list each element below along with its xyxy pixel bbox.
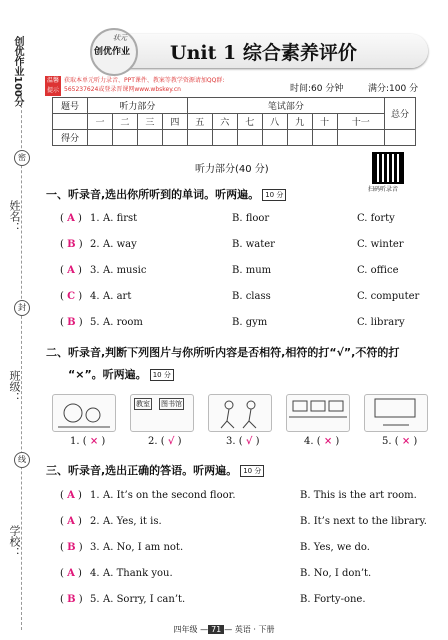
th-written: 笔试部分: [187, 98, 384, 114]
answer-paren[interactable]: ( A ): [60, 568, 82, 579]
promo-line-2: 565237624或登录晋课网www.wbskey.cn: [64, 86, 181, 93]
q2-answer[interactable]: 4. ( × ): [304, 436, 340, 447]
full-score: 满分:100 分: [368, 84, 419, 94]
q2-answer[interactable]: 3. ( √ ): [226, 436, 260, 447]
answer-mark: B: [67, 239, 76, 250]
judge-mark: ×: [401, 436, 411, 447]
score-cell[interactable]: [162, 130, 187, 146]
col-num: 一: [88, 114, 113, 130]
option-b: B. No, I don’t.: [300, 568, 372, 579]
q3-points: 10 分: [240, 465, 264, 477]
item-number: 3.: [90, 542, 100, 553]
q3-title: [46, 462, 264, 478]
answer-paren[interactable]: ( B ): [60, 317, 83, 328]
option-a: A. room: [103, 317, 143, 328]
q1-points: 10 分: [262, 189, 286, 201]
pic-2-sign-library: 图书馆: [161, 400, 182, 408]
col-num: 十一: [337, 114, 384, 130]
score-cell[interactable]: [312, 130, 337, 146]
footer-subject: 英语 · 下册: [234, 625, 275, 634]
answer-mark: B: [67, 594, 76, 605]
option-b: B. Yes, we do.: [300, 542, 370, 553]
answer-mark: A: [67, 568, 75, 579]
option-b: B. It’s next to the library.: [300, 516, 427, 527]
q3-title-text: 三、听录音,选出正确的答语。听两遍。: [46, 464, 238, 477]
item-number: 4.: [90, 291, 100, 302]
seal-hole-2: 封: [14, 300, 30, 316]
score-cell[interactable]: [262, 130, 287, 146]
option-c: C. forty: [357, 213, 395, 224]
time-limit: 时间:60 分钟: [290, 84, 344, 94]
picture-3-kids-running: [208, 394, 272, 432]
option-a: A. Yes, it is.: [103, 516, 162, 527]
q2-answer[interactable]: 2. ( √ ): [148, 436, 182, 447]
answer-mark: B: [67, 317, 76, 328]
item-number: 4.: [304, 436, 314, 447]
q1-title: [46, 186, 286, 202]
option-b: B. floor: [232, 213, 270, 224]
option-b: B. gym: [232, 317, 268, 328]
th-question-no: 题号: [53, 98, 88, 114]
th-total: 总分: [385, 98, 416, 130]
page-footer: 四年级 — 71 — 英语 · 下册: [173, 625, 275, 634]
score-table: [52, 97, 416, 146]
col-num: 三: [137, 114, 162, 130]
picture-2-classroom-library: [130, 394, 194, 432]
page-title: Unit 1 综合素养评价: [170, 42, 357, 64]
answer-paren[interactable]: ( B ): [60, 594, 83, 605]
seal-hole-1: 密: [14, 150, 30, 166]
score-cell[interactable]: [137, 130, 162, 146]
option-c: C. library: [357, 317, 405, 328]
q2-title: [46, 344, 399, 360]
brand-vertical: 创优作业100分: [12, 36, 23, 107]
col-num: 七: [237, 114, 262, 130]
option-a: A. No, I am not.: [103, 542, 184, 553]
judge-mark: √: [245, 436, 253, 447]
th-blank: [53, 114, 88, 130]
item-number: 5.: [90, 317, 100, 328]
item-number: 2.: [90, 239, 100, 250]
answer-mark: B: [67, 542, 76, 553]
logo-subtext: 状元: [113, 34, 127, 42]
option-a: A. way: [103, 239, 137, 250]
q2-title-cont: [68, 366, 174, 382]
option-a: A. It’s on the second floor.: [103, 490, 236, 501]
option-a: A. Sorry, I can’t.: [103, 594, 186, 605]
q2-title-text-2: “×”。听两遍。: [68, 368, 147, 381]
score-cell[interactable]: [237, 130, 262, 146]
th-listening: 听力部分: [88, 98, 188, 114]
q2-points: 10 分: [150, 369, 174, 381]
option-b: B. Forty-one.: [300, 594, 366, 605]
promo-text: [64, 76, 224, 94]
item-number: 5.: [90, 594, 100, 605]
binding-strip: [0, 0, 36, 640]
answer-mark: A: [67, 213, 75, 224]
q2-answer[interactable]: 1. ( × ): [70, 436, 106, 447]
picture-5-board-table: [364, 394, 428, 432]
picture-4-computer-room: [286, 394, 350, 432]
option-a: A. art: [103, 291, 132, 302]
qr-code-icon[interactable]: [372, 152, 404, 184]
answer-paren[interactable]: ( B ): [60, 239, 83, 250]
item-number: 1.: [90, 213, 100, 224]
col-num: 六: [212, 114, 237, 130]
item-number: 4.: [90, 568, 100, 579]
name-label: 姓名：: [8, 200, 21, 233]
judge-mark: ×: [89, 436, 99, 447]
judge-mark: ×: [323, 436, 333, 447]
seal-hole-3: 线: [14, 452, 30, 468]
option-c: C. office: [357, 265, 399, 276]
judge-mark: √: [167, 436, 175, 447]
q2-title-text: 二、听录音,判断下列图片与你所听内容是否相符,相符的打“√”,不符的打: [46, 346, 400, 359]
item-number: 2.: [148, 436, 158, 447]
class-label: 班级：: [8, 370, 21, 403]
option-b: B. This is the art room.: [300, 490, 417, 501]
pic-2-sign-classroom: 教室: [136, 400, 150, 408]
answer-paren[interactable]: ( B ): [60, 542, 83, 553]
qr-caption: 扫码听录音: [368, 186, 399, 193]
col-num: 八: [262, 114, 287, 130]
col-num: 五: [187, 114, 212, 130]
picture-1-kids-playing: [52, 394, 116, 432]
score-cell[interactable]: [287, 130, 312, 146]
answer-paren[interactable]: ( A ): [60, 490, 82, 501]
col-num: 四: [162, 114, 187, 130]
score-cell[interactable]: [187, 130, 212, 146]
option-b: B. class: [232, 291, 271, 302]
item-number: 1.: [70, 436, 80, 447]
promo-badge: 温馨提示: [46, 77, 59, 94]
school-label: 学校：: [8, 525, 21, 558]
item-number: 3.: [226, 436, 236, 447]
score-cell[interactable]: [337, 130, 384, 146]
option-a: A. music: [103, 265, 147, 276]
page-number: 71: [208, 625, 224, 634]
score-cell[interactable]: [88, 130, 113, 146]
answer-paren[interactable]: ( C ): [60, 291, 83, 302]
answer-mark: A: [67, 265, 75, 276]
item-number: 5.: [382, 436, 392, 447]
footer-grade: 四年级: [173, 625, 198, 634]
option-a: A. first: [103, 213, 138, 224]
answer-paren[interactable]: ( A ): [60, 516, 82, 527]
item-number: 3.: [90, 265, 100, 276]
q2-answer[interactable]: 5. ( × ): [382, 436, 418, 447]
answer-paren[interactable]: ( A ): [60, 213, 82, 224]
item-number: 2.: [90, 516, 100, 527]
col-num: 九: [287, 114, 312, 130]
col-num: 十: [312, 114, 337, 130]
answer-mark: A: [67, 490, 75, 501]
item-number: 1.: [90, 490, 100, 501]
col-num: 二: [112, 114, 137, 130]
score-cell[interactable]: [112, 130, 137, 146]
option-c: C. winter: [357, 239, 404, 250]
answer-paren[interactable]: ( A ): [60, 265, 82, 276]
total-cell[interactable]: [385, 130, 416, 146]
option-b: B. mum: [232, 265, 272, 276]
option-b: B. water: [232, 239, 275, 250]
answer-mark: A: [67, 516, 75, 527]
listening-section-heading: 听力部分(40 分): [195, 164, 269, 175]
score-cell[interactable]: [212, 130, 237, 146]
answer-mark: C: [67, 291, 76, 302]
q1-title-text: 一、听录音,选出你所听到的单词。听两遍。: [46, 188, 260, 201]
option-c: C. computer: [357, 291, 420, 302]
logo-text: 创优作业: [94, 47, 131, 57]
row-score-label: 得分: [53, 130, 88, 146]
option-a: A. Thank you.: [103, 568, 173, 579]
promo-line-1: 获取本单元听力录音、PPT课件、教案等教学资源请加QQ群:: [64, 77, 225, 84]
